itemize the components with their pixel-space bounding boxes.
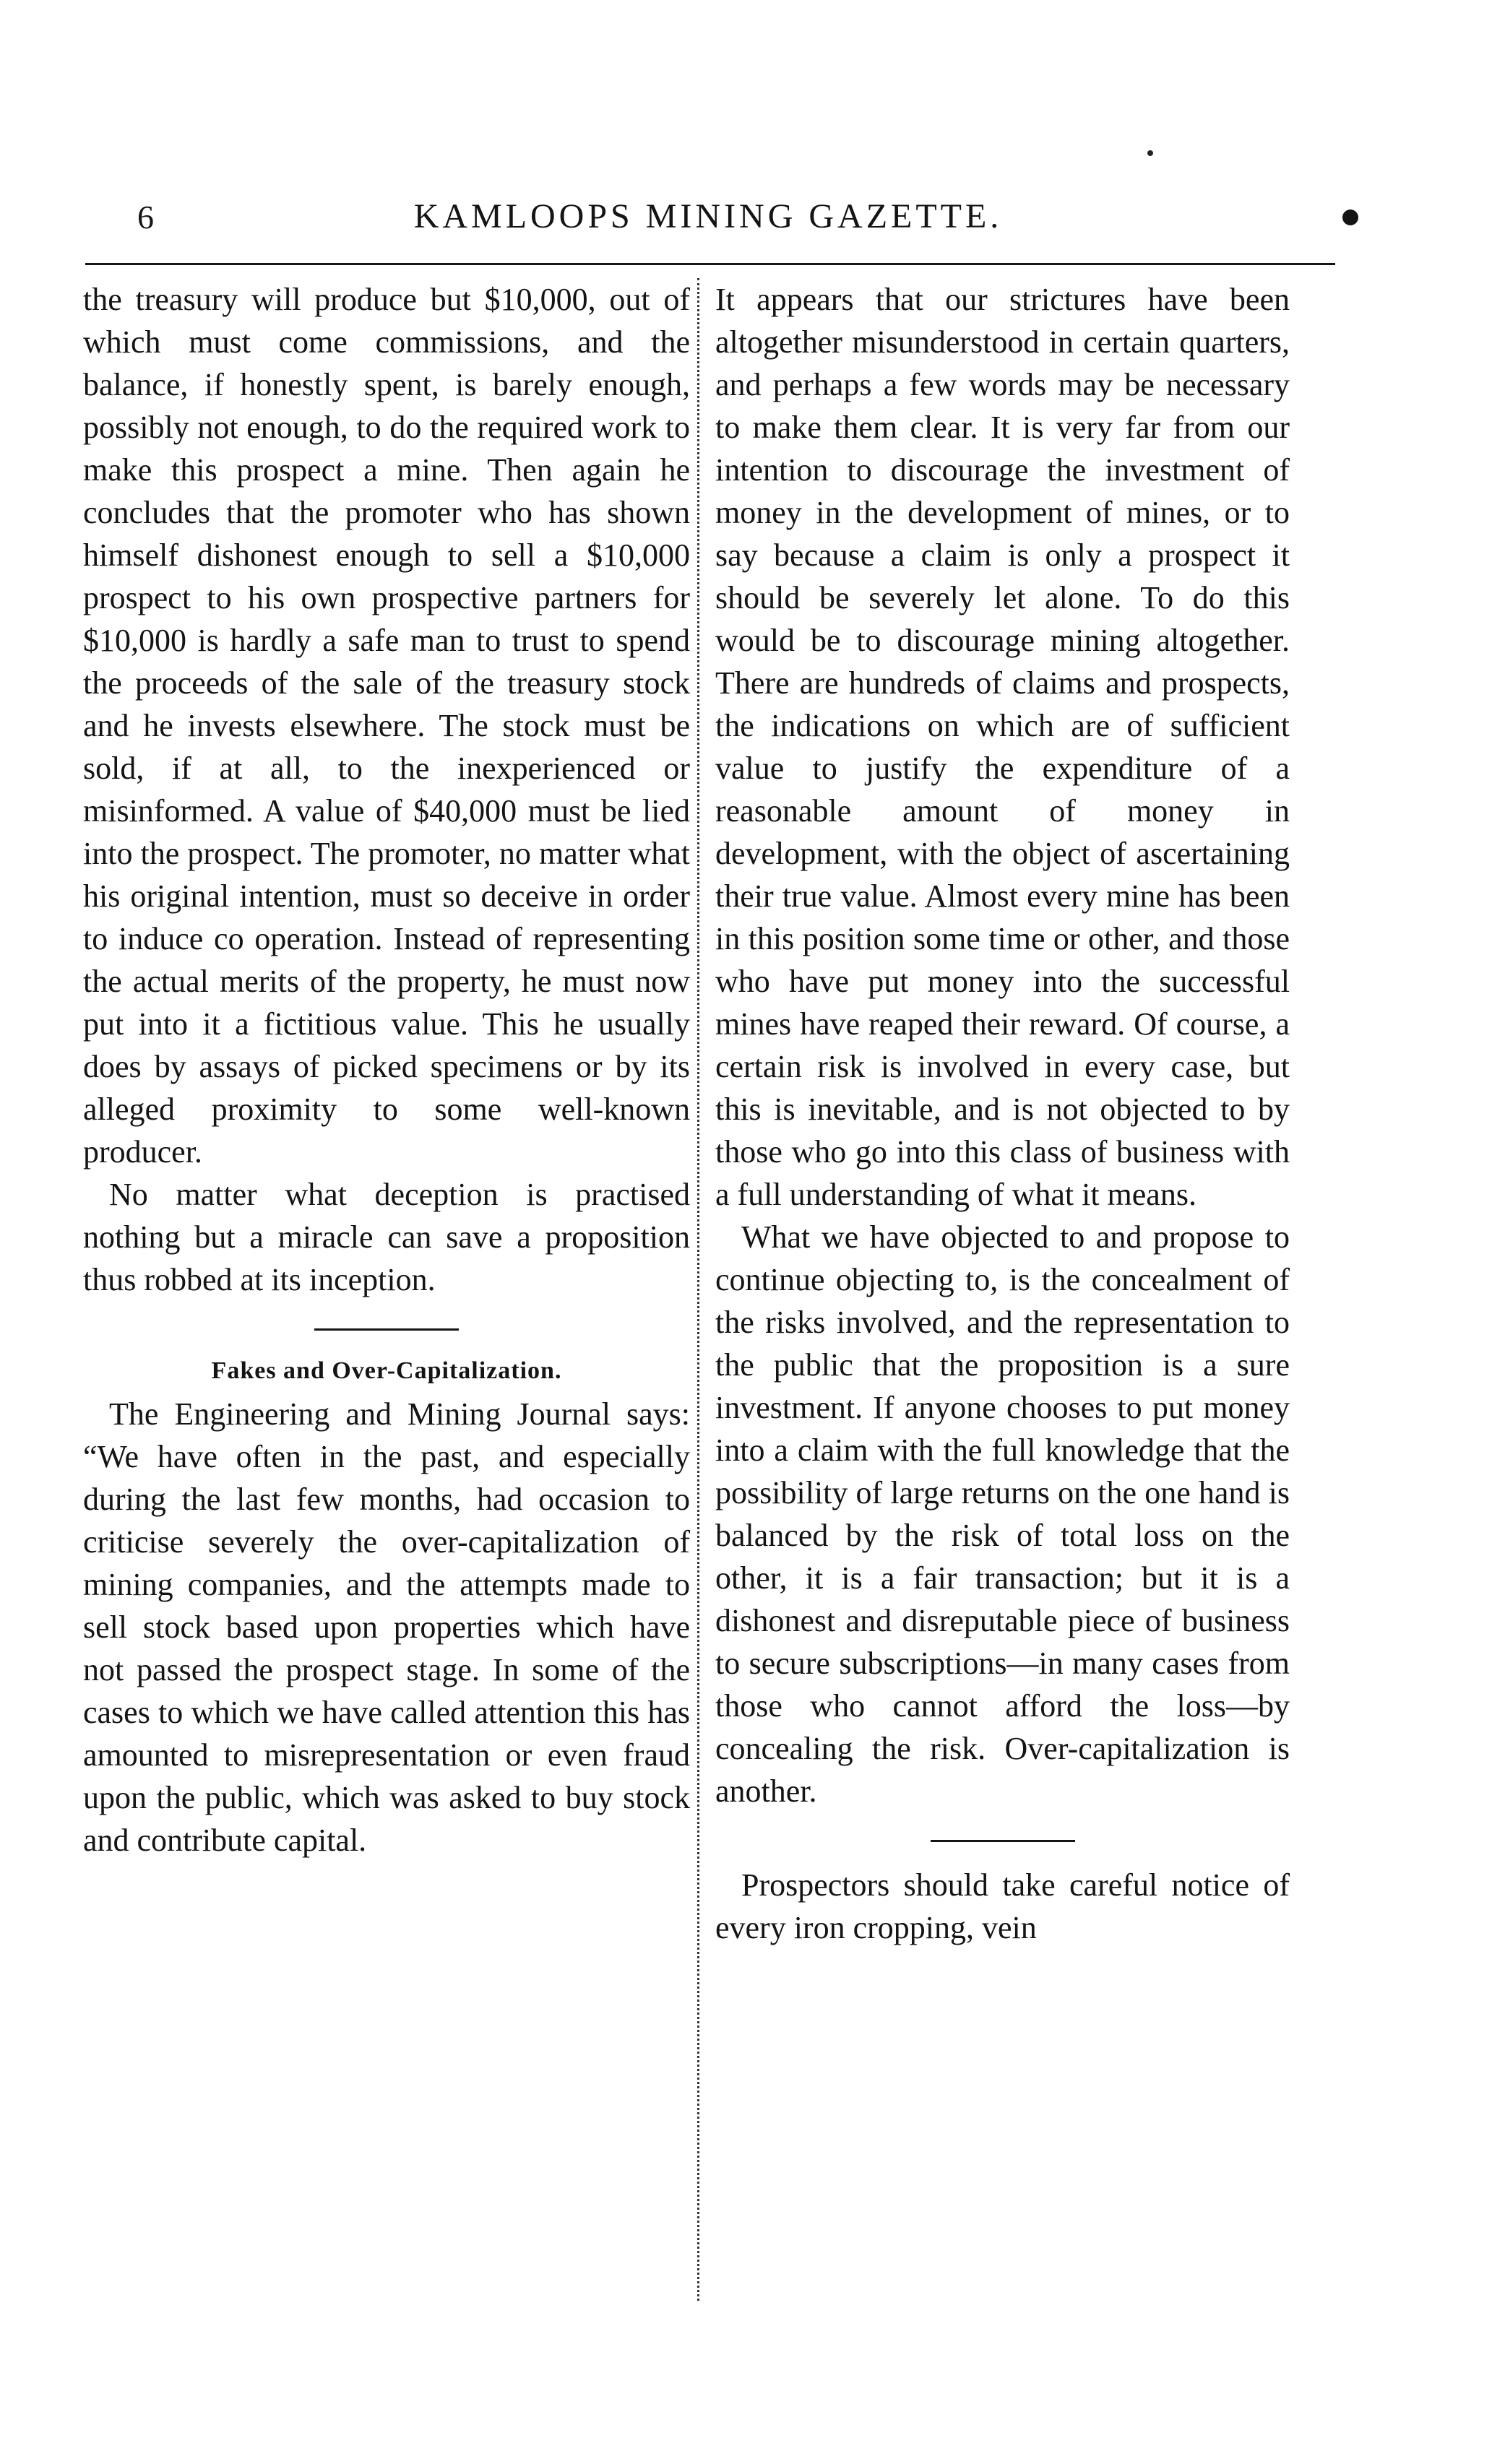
- right-paragraph-1: It appears that our strictures have been altogether misunderstood in certain quarters, and perhaps a few words may be necessary to make them clear. It is very far from our intention to discourage the investment of money in the development of mines, or to say because a claim is only a prospect it should be severely let alone. To do this would be to discourage mining altogether. There are hundreds of claims and prospects, the indications on which are of sufficient value to justify the expenditure of a reasonable amount of money in development, with the object of ascertaining their true value. Almost every mine has been in this position some time or other, and those who have put money into the successful mines have reaped their reward. Of course, a certain risk is involved in every case, but this is inevitable, and is not objected to by those who go into this class of business with a full understanding of what it means.: [715, 282, 1290, 1212]
- left-paragraph-3: The Engineering and Mining Journal says: “We have often in the past, and especially during the last few months, had occasion to criticise severely the over-capitalization of mining companies, and the attempts made to sell stock based upon properties which have not passed the prospect stage. In some of the cases to which we have called attention this has amounted to misrepresentation or even fraud upon the public, which was asked to buy stock and contribute capital.: [83, 1396, 690, 1858]
- right-paragraph-2: What we have objected to and propose to continue objecting to, is the concealment of the risks involved, and the representation to the public that the proposition is a sure investment. If anyone chooses to put money into a claim with the full knowledge that the possibility of large returns on the one hand is balanced by the risk of total loss on the other, it is a fair transaction; but it is a dishonest and disreputable piece of business to secure subscriptions—in many cases from those who cannot afford the loss—by concealing the risk. Over-capitalization is another.: [715, 1219, 1290, 1809]
- left-paragraph-1: the treasury will produce but $10,000, out of which must come commissions, and the balance, if honestly spent, is barely enough, possibly not enough, to do the required work to make this prospect a mine. Then again he concludes that the promoter who has shown himself dishonest enough to sell a $10,000 prospect to his own prospective partners for $10,000 is hardly a safe man to trust to spend the proceeds of the sale of the treasury stock and he invests elsewhere. The stock must be sold, if at all, to the inexperienced or misinformed. A value of $40,000 must be lied into the prospect. The promoter, no matter what his original intention, must so deceive in order to induce co operation. Instead of representing the actual merits of the property, he must now put into it a fictitious value. This he usually does by assays of picked specimens or by its alleged proximity to some well-known producer.: [83, 282, 690, 1170]
- bullet-ornament: [1342, 209, 1358, 225]
- page-header: [87, 194, 1329, 251]
- print-speck: [1147, 150, 1153, 156]
- section-heading: Fakes and Over-Capitalization.: [211, 1357, 562, 1384]
- section-divider-right: [931, 1840, 1075, 1842]
- header-rule: [85, 263, 1335, 265]
- left-column: [83, 278, 690, 1862]
- masthead-title: KAMLOOPS MINING GAZETTE.: [413, 197, 1003, 235]
- column-divider: [697, 278, 699, 2301]
- page-number: 6: [137, 199, 154, 235]
- section-divider: [314, 1328, 459, 1331]
- right-column: [715, 278, 1290, 1949]
- right-paragraph-3: Prospectors should take careful notice of every iron cropping, vein: [715, 1867, 1290, 1945]
- left-paragraph-2: No matter what deception is practised nothing but a miracle can save a proposition thus robbed at its inception.: [83, 1177, 690, 1297]
